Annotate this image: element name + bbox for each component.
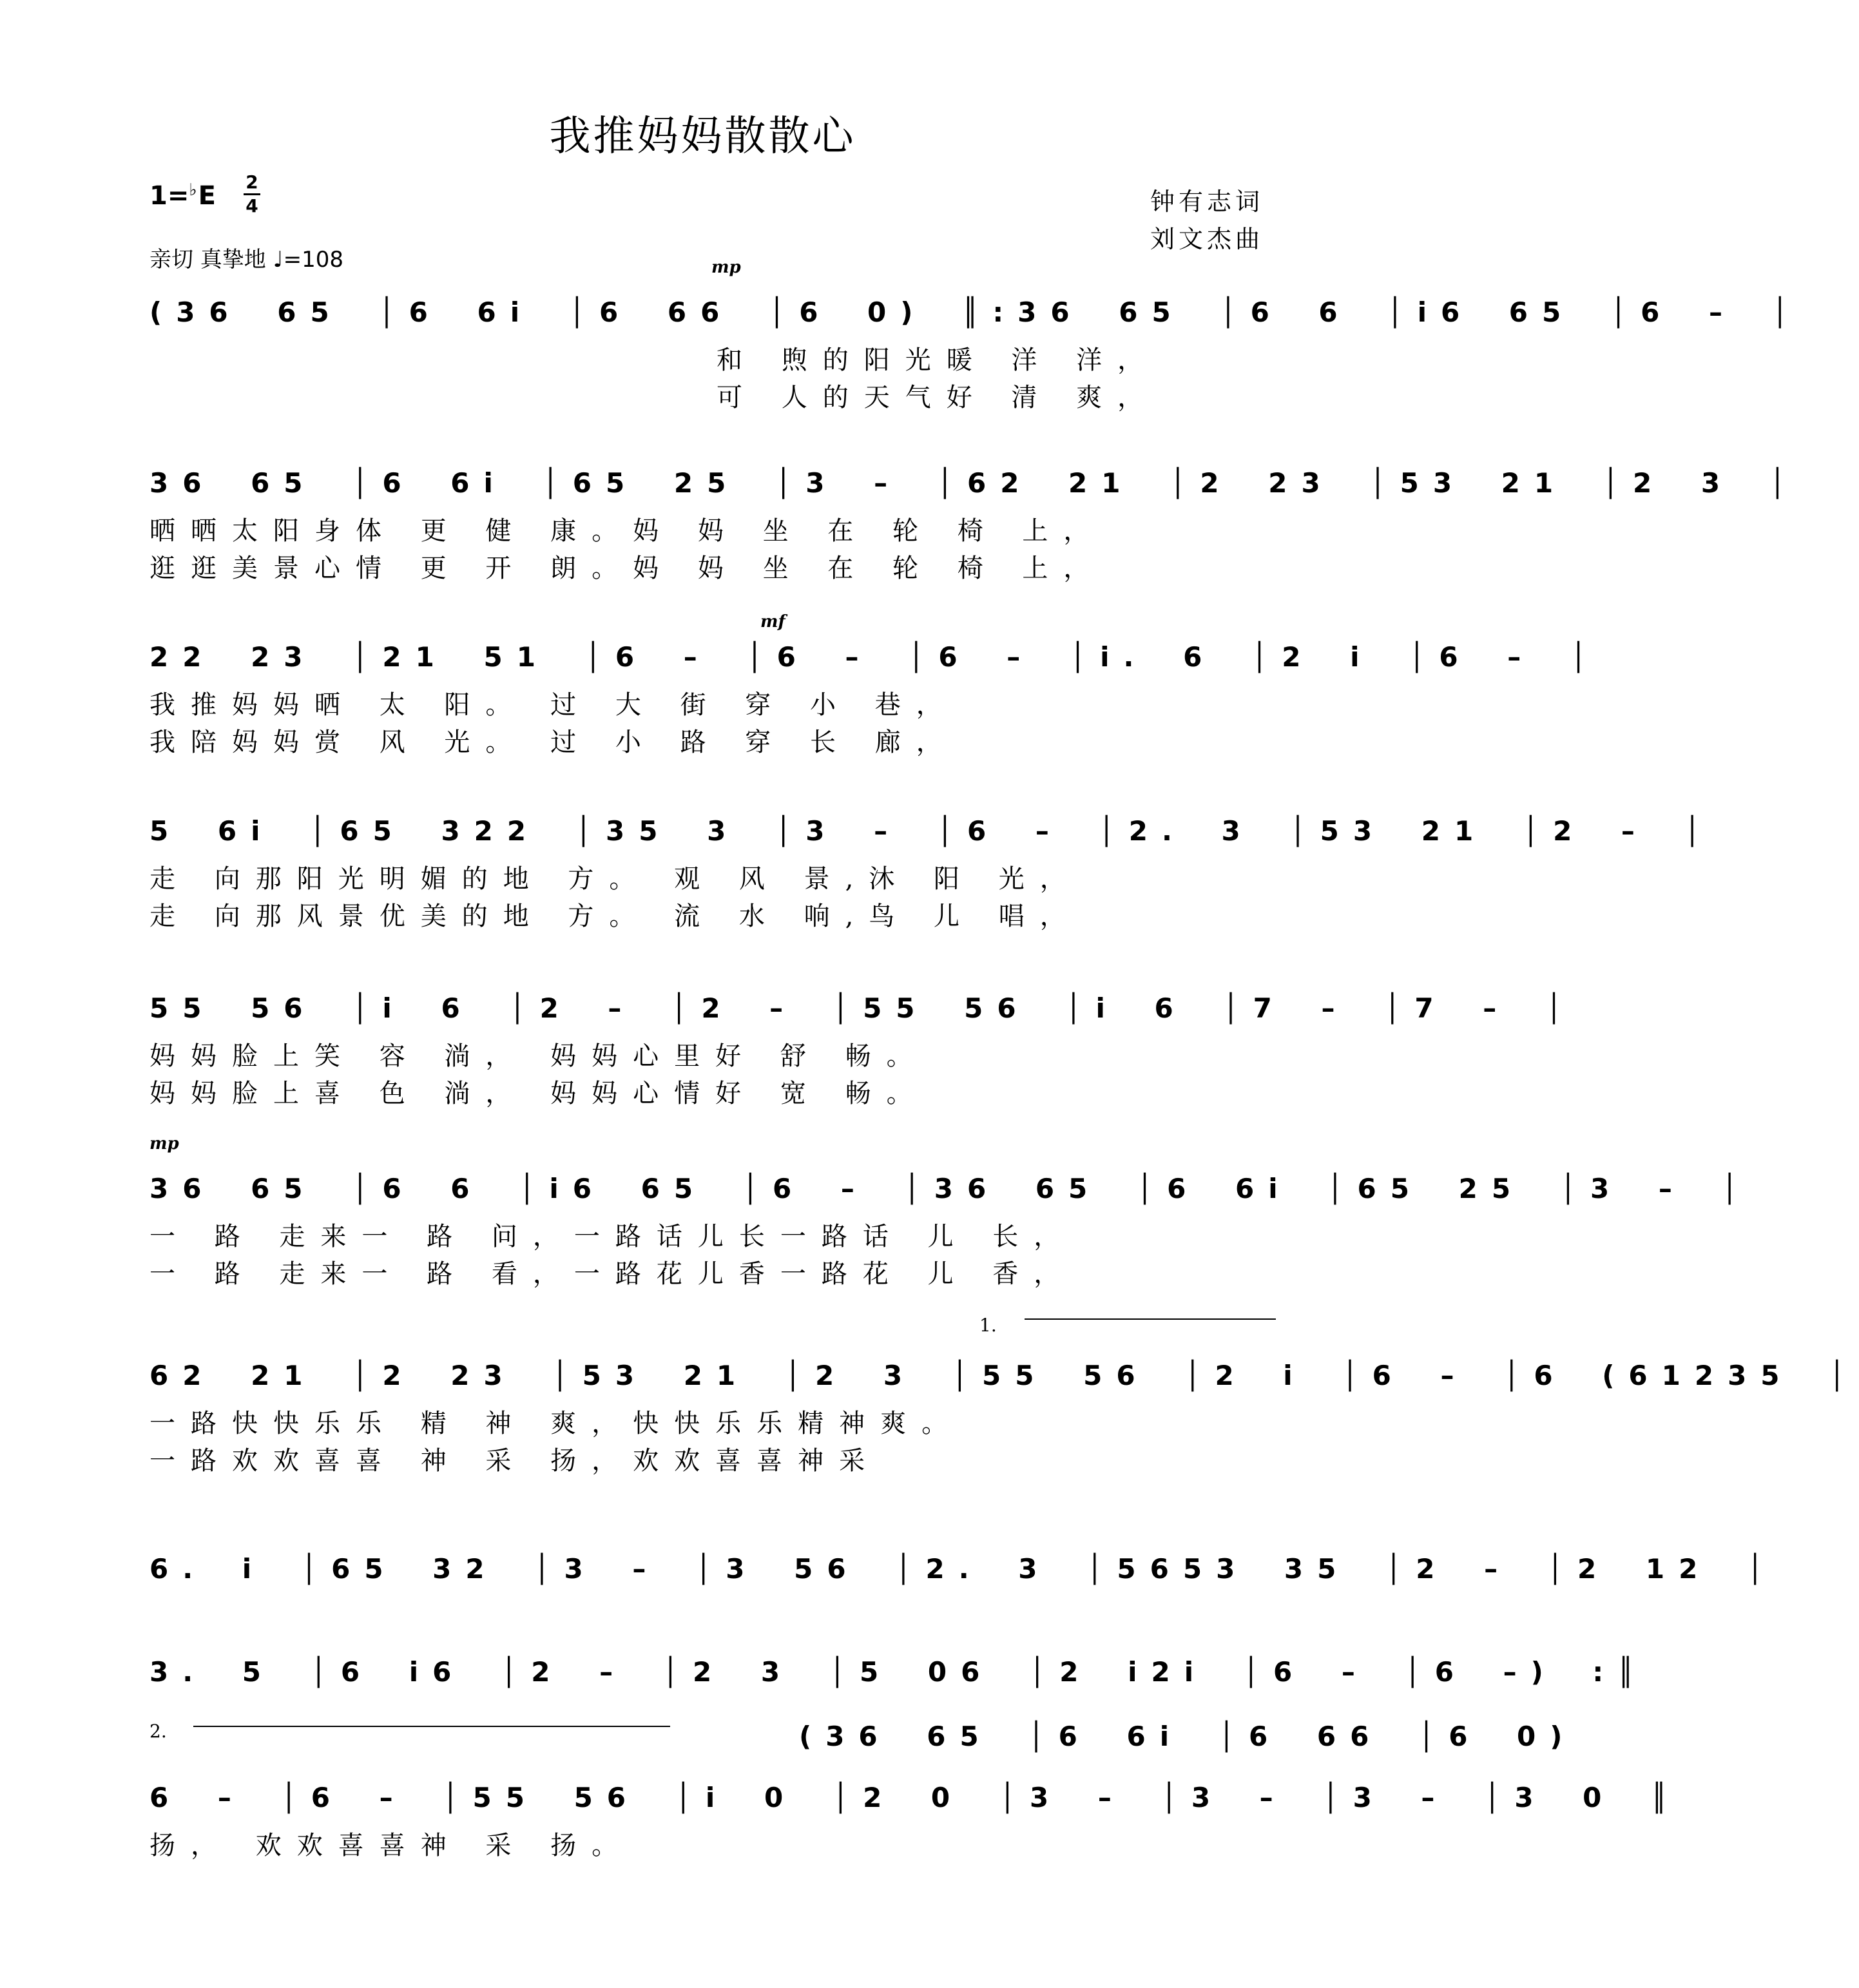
tempo-marking: 亲切 真挚地 ♩=108	[149, 247, 344, 273]
lyric-line: 一路快快乐乐 精 神 爽，快快乐乐精神爽。	[149, 1409, 963, 1438]
lyricist-credit: 钟有志词	[1150, 188, 1264, 216]
lyric-line: 晒晒太阳身体 更 健 康。妈 妈 坐 在 轮 椅 上，	[149, 516, 1105, 546]
lyric-line: 我推妈妈晒 太 阳。 过 大 街 穿 小 巷，	[149, 690, 958, 720]
notation-line: 55 56 │i 6 │2 – │2 – │55 56 │i 6 │7 – │7 – │	[149, 992, 1577, 1024]
lyric-line: 可 人的天气好 清 爽，	[717, 383, 1159, 412]
composer-credit: 刘文杰曲	[1150, 225, 1264, 253]
time-signature	[244, 173, 260, 216]
notation-line: 5 6i │65 322 │35 3 │3 – │6 – │2. 3 │53 21 │2 – │	[149, 815, 1715, 847]
notation-line: 3. 5 │6 i6 │2 – │2 3 │5 06 │2 i2i │6 – │6 –) :║	[149, 1656, 1648, 1688]
lyric-line: 扬， 欢欢喜喜神 采 扬。	[149, 1831, 633, 1860]
score-system	[149, 980, 1577, 1112]
lyric-line: 一路欢欢喜喜 神 采 扬，欢欢喜喜神采	[149, 1446, 881, 1476]
lyric-line: 妈妈脸上笑 容 淌， 妈妈心里好 舒 畅。	[149, 1041, 928, 1071]
notation-line: 62 21 │2 23 │53 21 │2 3 │55 56 │2 i │6 – │6 (61235 │	[149, 1360, 1859, 1391]
notation-line: 36 65 │6 6i │65 25 │3 – │62 21 │2 23 │53 21 │2 3 │	[149, 467, 1800, 499]
key-signature	[149, 180, 216, 211]
volta-first-ending: 1.	[979, 1315, 997, 1336]
score-system	[149, 1347, 1859, 1480]
lyric-line: 走 向那风景优美的地 方。 流 水 响,鸟 儿 唱，	[149, 902, 1081, 931]
notation-line: 6 – │6 – │55 56 │i 0 │2 0 │3 – │3 – │3 – │3 0 ║	[149, 1782, 1682, 1813]
key-note: E	[198, 181, 216, 211]
score-system	[149, 802, 1715, 935]
volta-bracket	[1025, 1318, 1276, 1320]
notation-line: (36 65 │6 6i │6 66 │6 0) ║:36 65 │6 6 │i6 65 │6 – │	[149, 296, 1802, 328]
flat-icon: ♭	[189, 180, 197, 200]
lyric-line: 一 路 走来一 路 看，一路花儿香一路花 儿 香，	[149, 1259, 1075, 1289]
volta-bracket	[193, 1726, 670, 1727]
volta-second-ending: 2.	[149, 1721, 167, 1742]
score-system	[149, 454, 1800, 587]
score-system	[149, 1160, 1752, 1293]
score-system	[149, 1769, 1682, 1864]
lyric-line: 妈妈脸上喜 色 淌， 妈妈心情好 宽 畅。	[149, 1079, 928, 1108]
dynamic-marking: mp	[711, 258, 741, 277]
notation-line: 36 65 │6 6 │i6 65 │6 – │36 65 │6 6i │65 25 │3 – │	[149, 1173, 1752, 1204]
key-label: 1=	[149, 181, 189, 211]
dynamic-marking: mf	[760, 612, 785, 632]
dynamic-marking: mp	[149, 1134, 179, 1153]
time-bottom: 4	[246, 195, 258, 217]
score-system	[149, 284, 1802, 416]
song-title: 我推妈妈散散心	[549, 113, 856, 160]
score-system	[149, 628, 1601, 761]
time-top: 2	[246, 171, 258, 193]
interlude-notation: (36 65 │6 6i │6 66 │6 0)	[799, 1721, 1577, 1752]
lyric-line: 我陪妈妈赏 风 光。 过 小 路 穿 长 廊，	[149, 728, 958, 757]
lyric-line: 逛逛美景心情 更 开 朗。妈 妈 坐 在 轮 椅 上，	[149, 554, 1105, 583]
notation-line: 22 23 │21 51 │6 – │6 – │6 – │i. 6 │2 i │6 – │	[149, 641, 1601, 673]
lyric-line: 一 路 走来一 路 问，一路话儿长一路话 儿 长，	[149, 1222, 1075, 1251]
notation-line: 6. i │65 32 │3 – │3 56 │2. 3 │5653 35 │2 – │2 12 │	[149, 1553, 1778, 1585]
lyric-line: 走 向那阳光明媚的地 方。 观 风 景,沐 阳 光，	[149, 864, 1081, 894]
score-system	[149, 1643, 1648, 1701]
lyric-line: 和 煦的阳光暖 洋 洋，	[717, 345, 1159, 375]
score-system	[149, 1540, 1778, 1598]
